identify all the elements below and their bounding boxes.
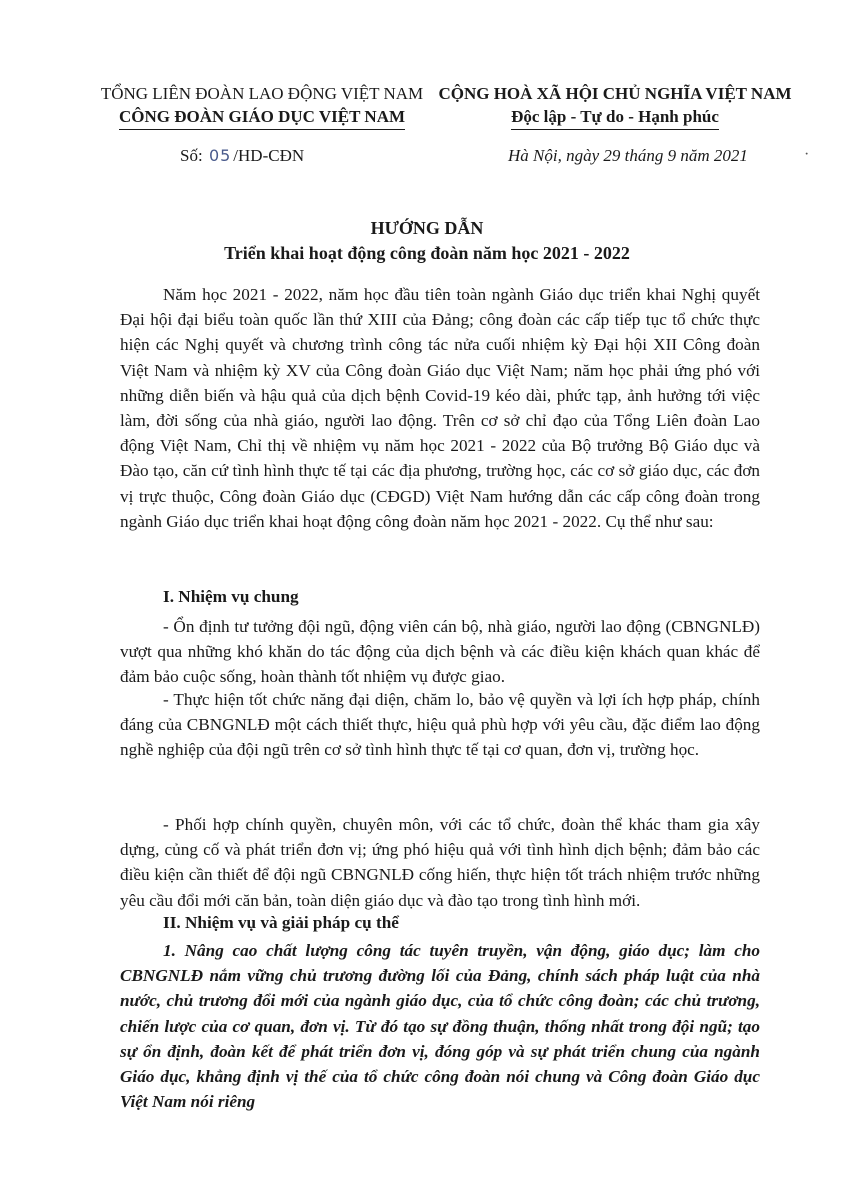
section-1-item: - Thực hiện tốt chức năng đại diện, chăm lo, bảo vệ quyền và lợi ích hợp pháp, chính đáng của CBNGNLĐ một cách thiết thực, hiệu quả phù hợp với yêu cầu, đặc điểm lao động nghề nghiệp của đội ngũ trên cơ sở tình hình thực tế tại cơ quan, đơn vị, trường học. xyxy=(120,690,760,760)
country-name: CỘNG HOÀ XÃ HỘI CHỦ NGHĨA VIỆT NAM xyxy=(438,84,792,103)
section-1-item-1-block xyxy=(120,614,760,690)
stray-mark: · xyxy=(804,146,810,163)
section-1 xyxy=(120,584,760,609)
document-number xyxy=(180,146,304,166)
issuing-organization-name: CÔNG ĐOÀN GIÁO DỤC VIỆT NAM xyxy=(119,105,405,130)
national-motto xyxy=(430,82,800,130)
issuing-organization xyxy=(92,82,432,130)
document-type: HƯỚNG DẪN xyxy=(370,218,484,238)
document-subject: Triển khai hoạt động công đoàn năm học 2021 - 2022 xyxy=(224,243,630,263)
section-2-title: II. Nhiệm vụ và giải pháp cụ thể xyxy=(163,913,399,932)
section-1-item-2-block xyxy=(120,687,760,763)
section-2-subsection-1: 1. Nâng cao chất lượng công tác tuyên truyền, vận động, giáo dục; làm cho CBNGNLĐ nắm vững chủ trương đường lối của Đảng, chính sách pháp luật của nhà nước, chủ trương đổi mới của ngành giáo dục, của tổ chức công đoàn; các chủ trương, chiến lược của cơ quan, đơn vị. Từ đó tạo sự đồng thuận, thống nhất trong đội ngũ; tạo sự ổn định, đoàn kết để phát triển đơn vị, đóng góp và sự phát triển chung của ngành Giáo dục, khẳng định vị thế của tổ chức công đoàn nói chung và Công đoàn Giáo dục Việt Nam nói riêng xyxy=(120,941,760,1112)
section-2 xyxy=(120,910,760,935)
parent-organization: TỔNG LIÊN ĐOÀN LAO ĐỘNG VIỆT NAM xyxy=(100,84,424,103)
intro-paragraph-block xyxy=(120,282,760,534)
section-1-item: - Phối hợp chính quyền, chuyên môn, với các tổ chức, đoàn thể khác tham gia xây dựng, củng cố và phát triển đơn vị; ứng phó hiệu quả với tình hình dịch bệnh; đảm bảo các điều kiện cần thiết để đội ngũ CBNGNLĐ cống hiến, thực hiện tốt trách nhiệm trước những yêu cầu đổi mới căn bản, toàn diện giáo dục và đào tạo trong tình hình mới. xyxy=(120,815,760,910)
section-2-subsection-1-block xyxy=(120,938,760,1114)
intro-paragraph: Năm học 2021 - 2022, năm học đầu tiên toàn ngành Giáo dục triển khai Nghị quyết Đại hội đại biểu toàn quốc lần thứ XIII của Đảng; công đoàn các cấp tiếp tục tổ chức thực hiện các Nghị quyết và chương trình công tác nửa cuối nhiệm kỳ Đại hội XII Công đoàn Việt Nam và nhiệm kỳ XV của Công đoàn Giáo dục Việt Nam; năm học phải ứng phó với những diễn biến và hậu quả của dịch bệnh Covid-19 kéo dài, phức tạp, ảnh hưởng tới việc làm, đời sống của nhà giáo, người lao động. Trên cơ sở chỉ đạo của Tổng Liên đoàn Lao động Việt Nam, Chỉ thị về nhiệm vụ năm học 2021 - 2022 của Bộ trưởng Bộ Giáo dục và Đào tạo, căn cứ tình hình thực tế tại các địa phương, trường học, các cơ sở giáo dục, các đơn vị trực thuộc, Công đoàn Giáo dục (CĐGD) Việt Nam hướng dẫn các cấp công đoàn trong ngành Giáo dục triển khai hoạt động công đoàn năm học 2021 - 2022. Cụ thể như sau: xyxy=(120,285,760,531)
number-suffix: /HD-CĐN xyxy=(233,146,305,165)
place-and-date: Hà Nội, ngày 29 tháng 9 năm 2021 xyxy=(508,146,748,165)
motto: Độc lập - Tự do - Hạnh phúc xyxy=(511,105,719,130)
section-1-title: I. Nhiệm vụ chung xyxy=(163,587,299,606)
handwritten-number: 05 xyxy=(208,146,232,165)
number-prefix: Số: xyxy=(180,146,203,165)
section-1-item-3-block xyxy=(120,812,760,913)
section-1-item: - Ổn định tư tưởng đội ngũ, động viên cán bộ, nhà giáo, người lao động (CBNGNLĐ) vượt qua những khó khăn do tác động của dịch bệnh và các điều kiện khách quan khác để đảm bảo cuộc sống, hoàn thành tốt nhiệm vụ được giao. xyxy=(120,617,760,687)
